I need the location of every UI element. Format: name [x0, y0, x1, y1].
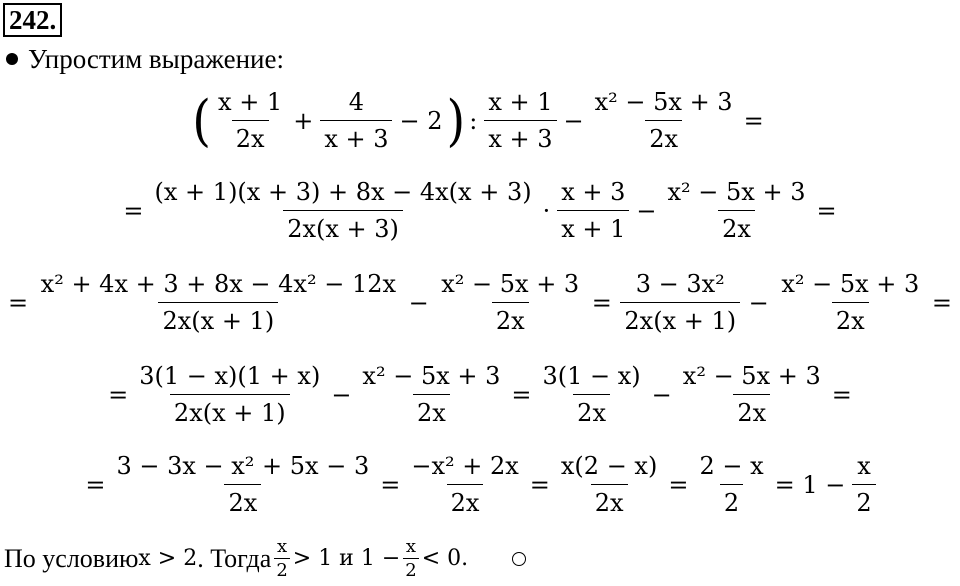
fraction [539, 362, 645, 427]
numerator: x + 1 [488, 88, 553, 116]
heading-text: Упростим выражение: [28, 44, 284, 74]
numerator: (x + 1)(x + 3) + 8x − 4x(x + 3) [154, 178, 532, 206]
heading [6, 44, 284, 75]
denominator: 2x [718, 210, 755, 243]
fraction [214, 88, 286, 153]
operator: = [8, 288, 29, 317]
fraction [437, 270, 583, 335]
denominator: 2x [591, 484, 628, 517]
fraction [664, 178, 810, 243]
denominator: 2x [492, 302, 529, 335]
operator: − 2 [399, 106, 443, 135]
operator: = [831, 380, 852, 409]
operator: = [743, 106, 764, 135]
conclusion [4, 536, 526, 581]
numerator: 3(1 − x) [542, 362, 641, 390]
operator: = 1 − [774, 470, 846, 499]
numerator: 3 − 3x² [635, 270, 725, 298]
equation-line-5 [0, 452, 960, 517]
numerator: x² − 5x + 3 [594, 88, 733, 116]
fraction [151, 178, 536, 243]
operator: : [469, 106, 478, 135]
numerator: x [857, 452, 871, 480]
conclusion-text-1: По условию [4, 543, 139, 573]
operator: = [380, 470, 401, 499]
fraction [777, 270, 923, 335]
bullet-icon [6, 53, 18, 65]
operator: − [408, 288, 429, 317]
fraction [37, 270, 400, 335]
numerator: x + 1 [218, 88, 283, 116]
denominator: 2x(x + 1) [170, 394, 290, 427]
fraction [852, 452, 875, 517]
operator: − [563, 106, 584, 135]
condition: x > 2 [138, 546, 198, 571]
fraction [112, 452, 373, 517]
operator: − [636, 196, 657, 225]
operator: = [668, 470, 689, 499]
denominator: x + 3 [484, 120, 556, 153]
denominator: 2 [852, 484, 875, 517]
operator: = [529, 470, 550, 499]
fraction [358, 362, 504, 427]
numerator: x² − 5x + 3 [781, 270, 920, 298]
problem-number: 242. [3, 3, 62, 37]
denominator: 2x(x + 1) [158, 302, 278, 335]
denominator: 2x [645, 120, 682, 153]
denominator: 2x [413, 394, 450, 427]
fraction [620, 270, 740, 335]
fraction [135, 362, 324, 427]
fraction [320, 88, 392, 153]
conclusion-text-2: . Тогда [197, 543, 272, 573]
operator: − [331, 380, 352, 409]
denominator: 2x [232, 120, 269, 153]
numerator: 4 [348, 88, 365, 116]
operator: = [591, 288, 612, 317]
denominator: 2x [733, 394, 770, 427]
inequality-1: > 1 и 1 − [292, 546, 401, 571]
numerator: 3 − 3x − x² + 5x − 3 [116, 452, 370, 480]
operator: = [816, 196, 837, 225]
numerator: x² − 5x + 3 [682, 362, 821, 390]
numerator: x(2 − x) [560, 452, 658, 480]
denominator: 2 [720, 484, 743, 517]
numerator: x + 3 [561, 178, 626, 206]
operator: = [108, 380, 129, 409]
parenthesis: ( [192, 88, 212, 153]
operator: = [123, 196, 144, 225]
fraction [679, 362, 825, 427]
numerator: 3(1 − x)(1 + x) [139, 362, 321, 390]
numerator: x² − 5x + 3 [362, 362, 501, 390]
parenthesis: ) [446, 88, 466, 153]
denominator: x + 3 [320, 120, 392, 153]
fraction-x-over-2: $\frac{x}{2}$ [405, 536, 417, 581]
fraction [557, 178, 629, 243]
fraction [484, 88, 556, 153]
fraction-x-over-2: $\frac{x}{2}$ [276, 536, 288, 581]
denominator: 2x(x + 1) [620, 302, 740, 335]
operator: − [748, 288, 769, 317]
numerator: −x² + 2x [411, 452, 519, 480]
fraction [591, 88, 737, 153]
operator: = [511, 380, 532, 409]
operator: = [931, 288, 952, 317]
operator: + [293, 106, 314, 135]
denominator: 2x(x + 3) [283, 210, 403, 243]
operator: = [85, 470, 106, 499]
fraction [407, 452, 522, 517]
equation-line-2 [0, 178, 960, 243]
operator: · [542, 196, 551, 225]
end-of-solution-icon [512, 552, 526, 566]
numerator: x² + 4x + 3 + 8x − 4x² − 12x [40, 270, 397, 298]
fraction [557, 452, 661, 517]
denominator: 2x [573, 394, 610, 427]
numerator: x² − 5x + 3 [667, 178, 806, 206]
denominator: 2x [447, 484, 484, 517]
denominator: 2x [832, 302, 869, 335]
denominator: x + 1 [557, 210, 629, 243]
denominator: 2x [224, 484, 261, 517]
numerator: 2 − x [699, 452, 764, 480]
operator: − [651, 380, 672, 409]
inequality-2: < 0. [421, 546, 469, 571]
fraction [695, 452, 767, 517]
equation-line-3 [0, 270, 960, 335]
equation-line-4 [0, 362, 960, 427]
numerator: x² − 5x + 3 [441, 270, 580, 298]
equation-line-1 [0, 88, 960, 153]
